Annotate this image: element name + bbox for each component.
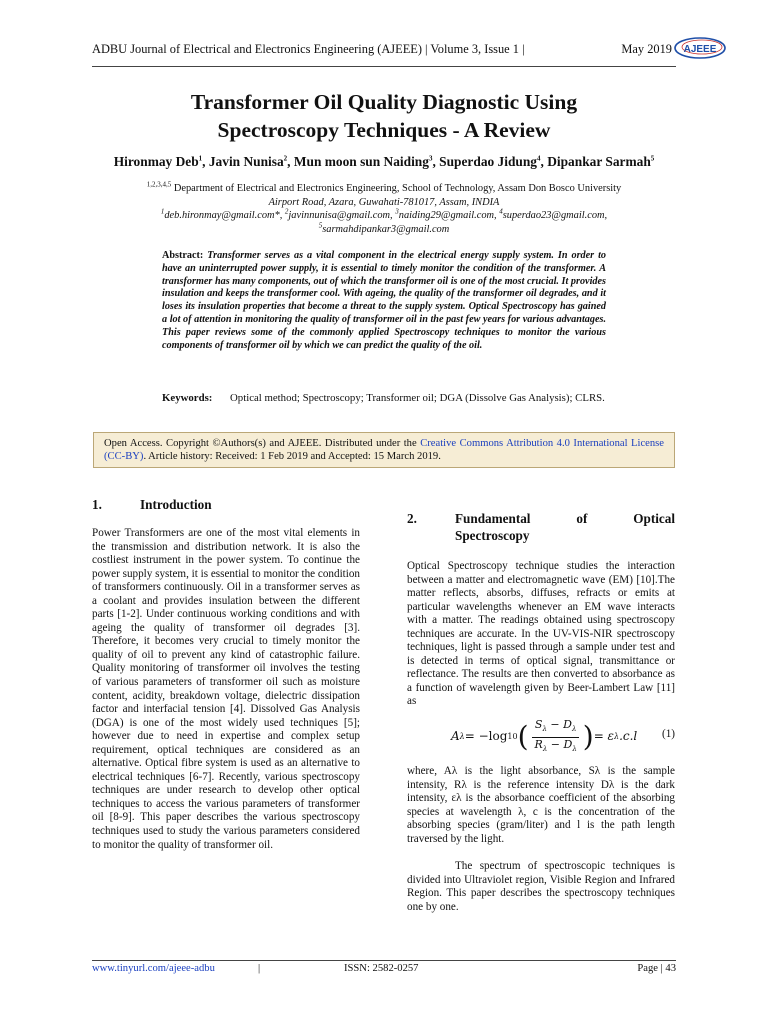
abstract: [162, 250, 606, 352]
title-line-2: Spectroscopy Techniques - A Review: [217, 118, 551, 142]
page-number: Page | 43: [637, 963, 676, 974]
footer-separator: |: [258, 963, 261, 974]
email-list: $^1$deb.hironmay@gmail.com*, $^2$javinnunisa@gmail.com, $^3$naiding29@gmail.com, $^4$superdao23@gmail.com,: [160, 207, 608, 221]
header-rule: [92, 66, 676, 67]
open-access-notice: Open Access. Copyright ©Authors(s) and AJEEE. Distributed under the Creative Commons Attribution 4.0 International License (CC-BY). Article history: Received: 1 Feb 2019 and Accepted: 15 March 2019.: [93, 432, 675, 468]
ajeee-logo: [672, 36, 728, 60]
abstract-text: Transformer serves as a vital component in the electrical energy supply system. In order to have an uninterrupted power supply, it is essential to timely monitor the condition of the transformer. A transformer has many components, out of which the transformer oil is one of the most crucial. It provides insulation and keeps the transformer cool. With ageing, the quality of the transformer oil degrades, and it loses its insulation properties that become a threat to the supply system. Optical Spectroscopy has gained a lot of attention in monitoring the quality of transformer oil in the past few years for various advantages. This paper reviews some of the commonly applied Spectroscopy techniques to monitor the various components of transformer oil by which we can predict the quality of the oil.: [162, 250, 606, 351]
issn: ISSN: 2582-0257: [344, 963, 419, 974]
email-link[interactable]: javinnunisa@gmail.com,: [288, 210, 396, 221]
left-column: [92, 496, 360, 852]
address: Airport Road, Azara, Guwahati-781017, Assam, INDIA: [268, 196, 500, 208]
author: Dipankar Sarmah$^5$: [547, 154, 655, 169]
author: Hironmay Deb$^1$: [113, 154, 203, 169]
paragraph: where, Aλ is the light absorbance, Sλ is the sample intensity, Rλ is the reference intensity Dλ is the dark intensity, ελ is the absorbance coefficient of the absorbing species at wavelength λ, c is the concentration of the absorbing species (gram/liter) and l is the path length traversed by the light.: [407, 765, 675, 845]
running-header: [92, 38, 728, 62]
running-footer: [92, 963, 676, 979]
keywords: [162, 392, 606, 406]
author: Superdao Jidung$^4$: [439, 154, 541, 169]
logo-text: AJEEE: [683, 44, 717, 55]
keywords-label: Keywords:: [162, 392, 213, 404]
paragraph: Optical Spectroscopy technique studies the interaction between a matter and electromagnetic wave (EM) [10].The matter reflects, absorbs, diffuses, refracts or emits at particular wavelengths whenever an EM wave interacts with a matter. The readings obtained using spectroscopy techniques are accurate. In the UV-VIS-NIR spectroscopy techniques, light is passed through a sample under test and is detected in terms of optical signal, transmittance or reflectance. The results are then converted to absorbance as a function of wavelength given by Beer-Lambert Law [11] as: [407, 560, 675, 708]
equation-beer-lambert: A λ = −log 10 ( $\frac{S_\lambda - D_\lambda}{R_\lambda - D_\lambda}$ ) = ε λ .c.l (1): [451, 717, 675, 754]
email-line-2: $^5$sarmahdipankar3@gmail.com: [318, 221, 450, 235]
email-link[interactable]: naiding29@gmail.com,: [398, 210, 500, 221]
journal-url-link[interactable]: www.tinyurl.com/ajeee-adbu: [92, 963, 215, 974]
email-link[interactable]: sarmahdipankar3@gmail.com: [322, 223, 450, 235]
email-link[interactable]: superdao23@gmail.com,: [502, 210, 608, 221]
paragraph: The spectrum of spectroscopic techniques is divided into Ultraviolet region, Visible Region and Infrared Region. This paper describes the spectroscopy techniques one by one.: [407, 860, 675, 913]
email-link[interactable]: deb.hironmay@gmail.com*,: [164, 210, 285, 221]
abstract-label: Abstract:: [162, 250, 208, 261]
keywords-text: Optical method; Spectroscopy; Transformer oil; DGA (Dissolve Gas Analysis); CLRS.: [230, 392, 605, 404]
section-heading: 1. Introduction: [92, 497, 212, 512]
author: Javin Nunisa$^2$: [208, 154, 288, 169]
paragraph: Power Transformers are one of the most vital elements in the transmission and distribution network. It is also the costliest instrument in the power system. To continue the power supply system, it is essential to monitor the condition of transformers continuously. Oil in a transformer serves as a coolant and provides insulation between the different parts [1-2]. Under continuous working conditions and with ageing the quality of transformer oil degrades [3]. Therefore, it becomes very crucial to timely monitor the quality of oil to prevent any kind of catastrophic failure. Quality monitoring of transformer oil involves the testing of various parameters of transformer oil such as moisture content, acidity, breakdown voltage, dielectric dissipation factor and interfacial tension [4]. Dissolved Gas Analysis (DGA) is one of the most widely used techniques [5]; however due to need in expertise and complex setup requirement, optical techniques are considered as an alternative. Optical fibre system is used as an alternative to electrical techniques [6-7]. Recently, various spectroscopy techniques are under research to develop other optical techniques to access the various parameters of transformer oil [8-9]. This paper describes the various spectroscopy techniques used to study the various parameters considered to monitor the quality of transformer oil.: [92, 527, 360, 851]
journal-info: ADBU Journal of Electrical and Electronics Engineering (AJEEE) | Volume 3, Issue 1 |: [92, 42, 525, 56]
title-line-1: Transformer Oil Quality Diagnostic Using: [190, 90, 578, 114]
section-heading: 2. Fundamental of Optical Spectroscopy: [407, 511, 675, 543]
affiliation: [80, 182, 688, 236]
paper-title: [80, 88, 688, 144]
issue-date: May 2019: [621, 42, 672, 56]
license-link[interactable]: Creative Commons Attribution 4.0 International License (CC-BY): [104, 438, 664, 462]
department: $^{1,2,3,4,5}$ Department of Electrical and Electronics Engineering, School of Technology, Assam Don Bosco University: [146, 180, 622, 194]
author-list: Hironmay Deb$^1$, Javin Nunisa$^2$, Mun moon sun Naiding$^3$, Superdao Jidung$^4$, Dipankar Sarmah$^5$: [113, 154, 655, 169]
footer-rule: [92, 960, 676, 961]
author: Mun moon sun Naiding$^3$: [293, 154, 433, 169]
right-column: [407, 510, 675, 914]
equation-number: (1): [662, 728, 675, 741]
